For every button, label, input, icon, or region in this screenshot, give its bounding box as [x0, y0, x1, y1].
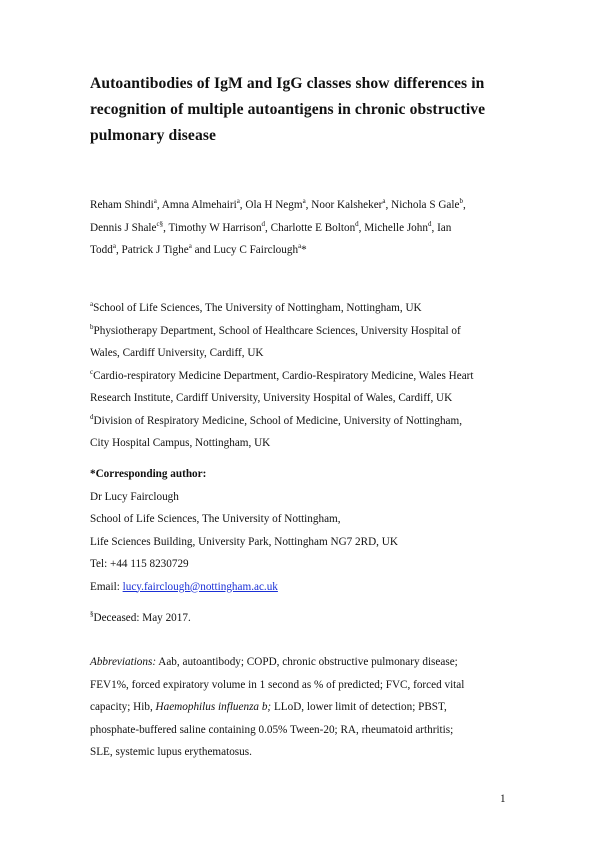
- title-line: recognition of multiple autoantigens in chronic obstructive: [90, 101, 486, 118]
- abbr-text: capacity; Hib,: [90, 701, 156, 713]
- author-affil-mark: d: [355, 219, 359, 228]
- affiliation-a: [90, 297, 520, 320]
- corresponding-address: Life Sciences Building, University Park, Nottingham NG7 2RD, UK: [90, 535, 398, 548]
- author-name: , Charlotte E Bolton: [265, 221, 356, 234]
- abbr-line: SLE, systemic lupus erythematosus.: [90, 746, 252, 758]
- author-affil-mark: a: [112, 242, 116, 250]
- affil-text: School of Life Sciences, The University of Nottingham, Nottingham, UK: [93, 302, 422, 314]
- author-name: , Patrick J Tighe: [115, 244, 189, 256]
- author-affil-mark: a: [153, 197, 157, 205]
- corresponding-email-line: [90, 576, 520, 599]
- author-name: , Michelle John: [358, 221, 428, 234]
- affil-text: Research Institute, Cardiff University, University Hospital of Wales, Cardiff, UK: [90, 392, 453, 404]
- abbr-text: LLoD, lower limit of detection; PBST,: [271, 701, 447, 713]
- affil-mark: d: [90, 412, 94, 421]
- affil-mark: c: [90, 367, 94, 376]
- author-line: [90, 217, 520, 240]
- author-name: , Noor Kalsheker: [305, 199, 383, 211]
- corresponding-phone: Tel: +44 115 8230729: [90, 558, 189, 570]
- author-name: Dennis J Shale: [90, 221, 157, 234]
- page-number: 1: [500, 793, 506, 805]
- author-line: [90, 239, 520, 262]
- paper-title: [90, 71, 510, 149]
- affil-text: City Hospital Campus, Nottingham, UK: [90, 437, 271, 449]
- abbr-line: [90, 651, 520, 674]
- abbr-line: [90, 696, 520, 719]
- author-name: , Timothy W Harrison: [163, 221, 262, 234]
- affil-mark: b: [90, 322, 94, 331]
- author-affil-mark: a: [298, 242, 302, 250]
- abbr-italic: Haemophilus influenza b;: [155, 701, 272, 713]
- title-line: pulmonary disease: [90, 127, 217, 144]
- abbreviations-block: [90, 651, 520, 764]
- abbr-line: FEV1%, forced expiratory volume in 1 second as % of predicted; FVC, forced vital: [90, 678, 465, 691]
- abbr-text: Aab, autoantibody; COPD, chronic obstructive pulmonary disease;: [156, 656, 458, 668]
- affil-text: Physiotherapy Department, School of Healthcare Sciences, University Hospital of: [93, 324, 461, 337]
- affiliation-c: [90, 365, 520, 388]
- author-name: , Nichola S Gale: [385, 199, 460, 211]
- author-name: , Ola H Negm: [239, 199, 303, 211]
- corresponding-heading: *Corresponding author:: [90, 468, 207, 480]
- affil-text: Cardio-respiratory Medicine Department, Cardio-Respiratory Medicine, Wales Heart: [93, 369, 474, 382]
- author-name: Reham Shindi: [90, 199, 154, 211]
- corresponding-address: School of Life Sciences, The University of Nottingham,: [90, 513, 341, 525]
- author-affil-mark: a: [236, 197, 240, 205]
- corresponding-star: *: [301, 244, 307, 256]
- author-affil-mark: c§: [156, 219, 164, 228]
- affiliation-d: [90, 410, 520, 433]
- author-name: , Ian: [431, 221, 452, 234]
- corresponding-author-block: [90, 463, 520, 598]
- author-name: and Lucy C Fairclough: [191, 244, 299, 256]
- affil-text: Wales, Cardiff University, Cardiff, UK: [90, 347, 264, 359]
- author-line: Reham Shindi$^a$, Amna Almehairi$^a$, Ola H Negm$^a$, Noor Kalsheker$^a$, Nichola S Gale$^b$,: [90, 197, 466, 211]
- deceased-note: [90, 607, 191, 630]
- affiliation-list: [90, 297, 520, 455]
- affil-text: Division of Respiratory Medicine, School of Medicine, University of Nottingham,: [93, 414, 463, 427]
- affiliation-b: [90, 320, 520, 343]
- author-affil-mark: a: [302, 197, 306, 205]
- author-affil-mark: a: [188, 242, 192, 250]
- author-affil-mark: a: [382, 197, 386, 205]
- abbr-line: phosphate-buffered saline containing 0.05% Tween-20; RA, rheumatoid arthritis;: [90, 723, 454, 736]
- deceased-mark: §: [90, 610, 94, 618]
- author-name: , Amna Almehairi: [156, 199, 237, 211]
- deceased-text: Deceased: May 2017.: [93, 612, 191, 624]
- corresponding-name: Dr Lucy Fairclough: [90, 490, 179, 503]
- email-label: Email:: [90, 580, 123, 593]
- author-list: [90, 194, 520, 262]
- abbr-label: Abbreviations:: [90, 656, 157, 668]
- affil-mark: a: [90, 300, 94, 308]
- author-name: Todd: [90, 244, 113, 256]
- author-affil-mark: d: [261, 219, 266, 228]
- title-line: Autoantibodies of IgM and IgG classes show differences in: [90, 75, 485, 92]
- email-link[interactable]: lucy.fairclough@nottingham.ac.uk: [122, 580, 278, 593]
- author-affil-mark: d: [427, 219, 432, 228]
- author-affil-mark: b: [459, 197, 463, 205]
